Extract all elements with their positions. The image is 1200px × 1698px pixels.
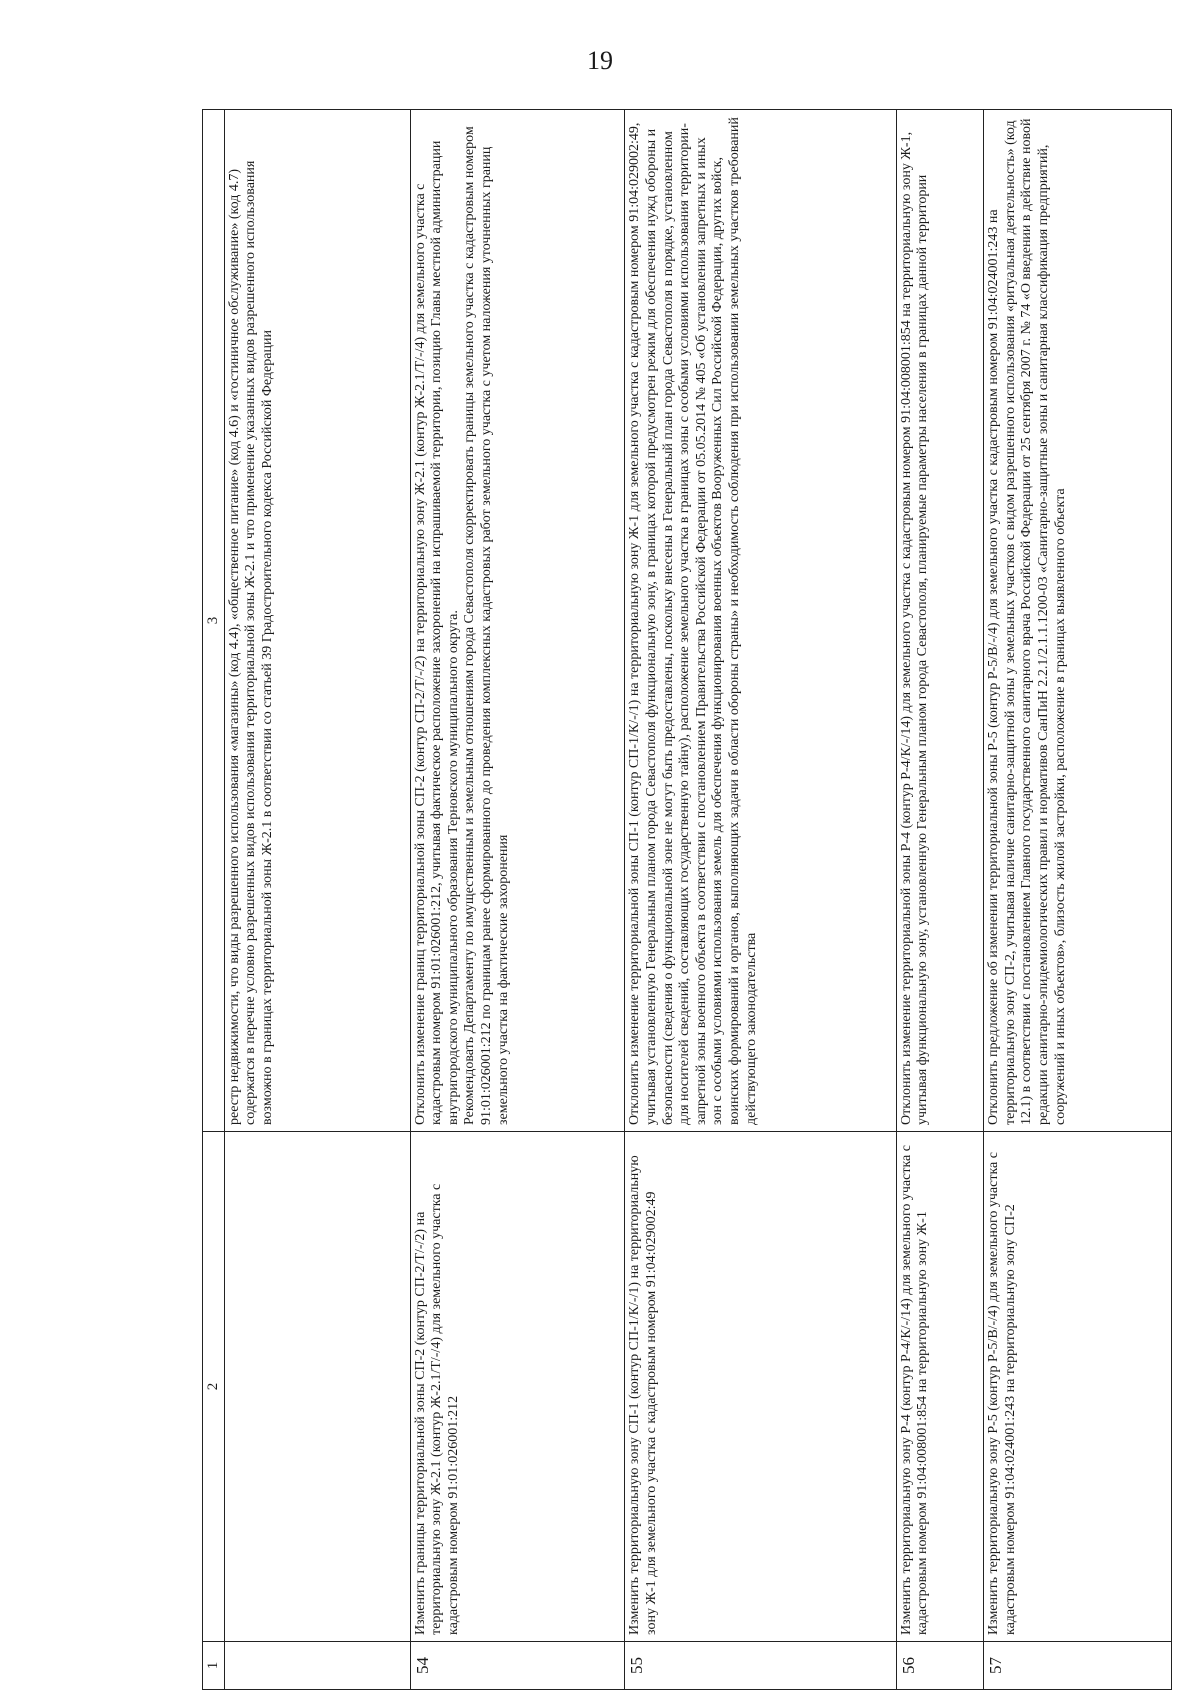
row-number: 56 [896, 1642, 984, 1690]
decisions-table [202, 109, 1172, 1690]
decision-cell: Отклонить изменение территориальной зоны СП-1 (контур СП-1/К/-/1) на территориальную зону Ж-1 для земельного участка с кадастровым номером 91:04:029002:49, учитывая установленную Генеральным планом города Севастополя функциональную зону, в границах которой предусмотрен режим для обеспечения нужд обороны и безопасности (сведения о функциональной зоне не могут быть предоставлены, поскольку внесены в Генеральный план города Севастополя в порядке, установленном для носителей сведений, составляющих государственную тайну), расположение земельного участка в границах зоны с особыми условиями использования территории-запретной зоны военного объекта в соответствии с постановлением Правительства Российской Федерации от 05.05.2014 № 405 «Об установлении запретных и иных зон с особыми условиями использования земель для обеспечения функционирования военных объектов Вооруженных Сил Российской Федерации, других войск, воинских формирований и органов, выполняющих задачи в области обороны страны» и необходимость соблюдения при использовании земельных участков требований действующего законодательства [625, 110, 896, 1132]
page-number: 19 [587, 46, 613, 75]
decision-cell [410, 110, 625, 1132]
table-row [410, 110, 625, 1690]
column-header-3: 3 [203, 110, 225, 1132]
row-number: 57 [984, 1642, 1172, 1690]
decision-cell: реестр недвижимости, что виды разрешенного использования «магазины» (код 4.4), «общественное питание» (код 4.6) и «гостиничное обслуживание» (код 4.7) содержатся в перечне условно разрешенных видов использования территориальной зоны Ж-2.1 и что применение указанных видов разрешенного использования возможно в границах территориальной зоны Ж-2.1 в соответствии со статьей 39 Градостроительного кодекса Российской Федерации [224, 110, 410, 1132]
request-cell: Изменить границы территориальной зоны СП-2 (контур СП-2/Т/-/2) на территориальную зону Ж-2.1 (контур Ж-2.1/Т/-/4) для земельного участка с кадастровым номером 91:01:026001:212 [410, 1132, 625, 1642]
decision-cell: Отклонить предложение об изменении территориальной зоны Р-5 (контур Р-5/В/-/4) для земельного участка с кадастровым номером 91:04:024001:243 на территориальную зону СП-2, учитывая наличие санитарно-защитной зоны у земельных участков с видом разрешенного использования «ритуальная деятельность» (код 12.1) в соответствии с постановлением Главного государственного санитарного врача Российской Федерации от 25 сентября 2007 г. № 74 «О введении в действие новой редакции санитарно-эпидемиологических правил и нормативов СанПиН 2.2.1/2.1.1.1200-03 «Санитарно-защитные зоны и санитарная классификация предприятий, сооружений и иных объектов», близость жилой застройки, расположение в границах выявленного объекта [984, 110, 1172, 1132]
row-number: 54 [410, 1642, 625, 1690]
table-row [224, 110, 410, 1690]
column-header-1: 1 [203, 1642, 225, 1690]
decision-cell: Отклонить изменение территориальной зоны Р-4 (контур Р-4/К/-/14) для земельного участка с кадастровым номером 91:04:008001:854 на территориальную зону Ж-1, учитывая функциональную зону, установленную Генеральным планом города Севастополя, планируемые параметры населения в границах данной территории [896, 110, 984, 1132]
row-number [224, 1642, 410, 1690]
decision-text: Отклонить изменение границ территориальной зоны СП-2 (контур СП-2/Т/-/2) на территориальную зону Ж-2.1 (контур Ж-2.1/Т/-/4) для земельного участка с кадастровым номером 91:01:026001:212, учитывая фактическое расположение захоронений на испрашиваемой территории, позицию Главы местной администрации внутригородского муниципального образования Терновского муниципального округа. Рекомендовать Департаменту по имущественным и земельным отношениям города Севастополя скорректировать границы земельного участка с кадастровым номером 91:01:026001:212 по границам ранее сформированного до проведения комплексных кадастровых работ земельного участка с учетом наложения уточненных границ земельного участка на фактические захоронения [412, 126, 511, 1125]
row-number: 55 [625, 1642, 896, 1690]
request-cell: Изменить территориальную зону СП-1 (контур СП-1/К/-/1) на территориальную зону Ж-1 для земельного участка с кадастровым номером 91:04:029002:49 [625, 1132, 896, 1642]
request-cell: Изменить территориальную зону Р-4 (контур Р-4/К/-/14) для земельного участка с кадастровым номером 91:04:008001:854 на территориальную зону Ж-1 [896, 1132, 984, 1642]
table-row [984, 110, 1172, 1690]
table-row [625, 110, 896, 1690]
table-row [896, 110, 984, 1690]
request-cell: Изменить территориальную зону Р-5 (контур Р-5/В/-/4) для земельного участка с кадастровым номером 91:04:024001:243 на территориальную зону СП-2 [984, 1132, 1172, 1642]
request-cell [224, 1132, 410, 1642]
column-header-2: 2 [203, 1132, 225, 1642]
rotated-table-wrapper [202, 110, 1172, 1690]
table-header-row [203, 110, 225, 1690]
